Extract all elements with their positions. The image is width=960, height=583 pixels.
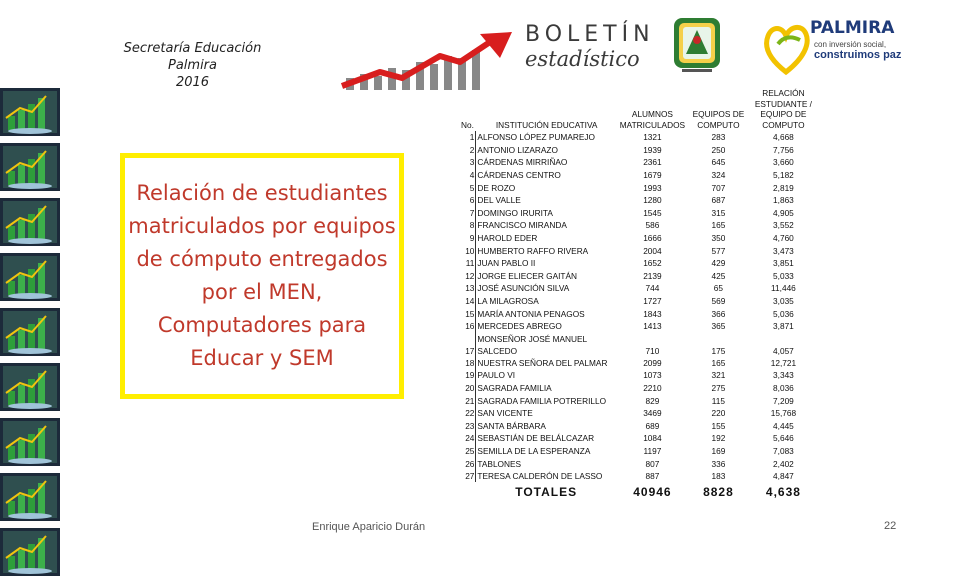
totals-spacer — [459, 482, 476, 502]
row-number: 18 — [465, 357, 475, 368]
equipment-cell: 350 — [711, 233, 726, 244]
row-number: 2 — [469, 144, 475, 155]
bar-chart-thumbnail-icon — [0, 363, 60, 411]
ratio-cell: 4,847 — [773, 471, 794, 482]
equipment-cell: 175 — [711, 345, 726, 356]
equipment-cell: 165 — [711, 220, 726, 231]
ratio-cell: 7,756 — [773, 144, 794, 155]
table-row — [459, 333, 817, 357]
table-row — [459, 320, 817, 333]
bar-chart-thumbnail-icon — [0, 198, 60, 246]
ratio-cell: 5,646 — [773, 433, 794, 444]
students-cell: 2139 — [643, 270, 662, 281]
table-header-row — [459, 88, 817, 131]
table-row — [459, 156, 817, 169]
ratio-cell: 4,445 — [773, 420, 794, 431]
institution-name: DEL VALLE — [476, 194, 618, 207]
header-equipment: EQUIPOS DE COMPUTO — [692, 109, 745, 130]
row-number: 23 — [465, 420, 475, 431]
header-institution: INSTITUCIÓN EDUCATIVA — [495, 119, 598, 130]
header-ratio: RELACIÓN ESTUDIANTE / EQUIPO DE COMPUTO — [754, 88, 812, 130]
table-row — [459, 282, 817, 295]
table-row — [459, 369, 817, 382]
equipment-cell: 315 — [711, 207, 726, 218]
equipment-cell: 155 — [711, 420, 726, 431]
equipment-cell: 324 — [711, 170, 726, 181]
totals-equipment: 8828 — [703, 485, 734, 500]
students-cell: 1843 — [643, 308, 662, 319]
equipment-cell: 336 — [711, 458, 726, 469]
equipment-cell: 365 — [711, 321, 726, 332]
bar-chart-thumbnail-icon — [0, 143, 60, 191]
row-number: 5 — [469, 182, 475, 193]
municipal-seal-icon — [672, 16, 722, 74]
totals-label: TOTALES — [515, 485, 578, 500]
thumbnail-strip — [0, 88, 62, 583]
students-cell: 1084 — [643, 433, 662, 444]
row-number: 12 — [465, 270, 475, 281]
row-number: 7 — [469, 207, 475, 218]
ratio-cell: 15,768 — [770, 408, 797, 419]
students-cell: 1652 — [643, 258, 662, 269]
bar-chart-thumbnail-icon — [0, 253, 60, 301]
ratio-cell: 1,863 — [773, 195, 794, 206]
students-cell: 2099 — [643, 357, 662, 368]
row-number: 17 — [465, 345, 475, 356]
equipment-cell: 275 — [711, 382, 726, 393]
institution-name: JOSÉ ASUNCIÓN SILVA — [476, 282, 618, 295]
students-cell: 1939 — [643, 144, 662, 155]
institution-name: NUESTRA SEÑORA DEL PALMAR — [476, 357, 618, 370]
row-number: 8 — [469, 220, 475, 231]
header-line-2: Palmira — [167, 58, 217, 73]
institution-name: DE ROZO — [476, 181, 618, 194]
boletin-word: BOLETÍN — [525, 22, 655, 47]
institution-name: FRANCISCO MIRANDA — [476, 219, 618, 232]
institution-name: SAGRADA FAMILIA POTRERILLO — [476, 394, 618, 407]
students-cell: 710 — [645, 345, 660, 356]
header-no: No. — [461, 119, 474, 130]
callout-text: Relación de estudiantes matriculados por equipos de cómputo entregados por el MEN, Computadores para Educar y SEM — [128, 181, 396, 370]
ratio-cell: 12,721 — [770, 357, 797, 368]
row-number: 9 — [469, 233, 475, 244]
institution-name: MARÍA ANTONIA PENAGOS — [476, 307, 618, 320]
ratio-cell: 3,871 — [773, 321, 794, 332]
equipment-cell: 366 — [711, 308, 726, 319]
ratio-cell: 8,036 — [773, 382, 794, 393]
equipment-cell: 569 — [711, 296, 726, 307]
bar-chart-thumbnail-icon — [0, 473, 60, 521]
institution-name: JORGE ELIECER GAITÁN — [476, 270, 618, 283]
table-row — [459, 357, 817, 370]
students-cell: 1727 — [643, 296, 662, 307]
ratio-cell: 5,033 — [773, 270, 794, 281]
row-number: 6 — [469, 195, 475, 206]
institution-name: SAGRADA FAMILIA — [476, 382, 618, 395]
students-cell: 1993 — [643, 182, 662, 193]
students-cell: 807 — [645, 458, 660, 469]
boletin-logo — [525, 22, 655, 71]
institution-name: PAULO VI — [476, 369, 618, 382]
table-row — [459, 407, 817, 420]
equipment-cell: 192 — [711, 433, 726, 444]
equipment-cell: 183 — [711, 471, 726, 482]
equipment-cell: 707 — [711, 182, 726, 193]
row-number: 11 — [465, 258, 475, 269]
ratio-cell: 7,083 — [773, 445, 794, 456]
totals-students: 40946 — [633, 485, 672, 500]
ratio-cell: 4,057 — [773, 345, 794, 356]
ratio-cell: 2,819 — [773, 182, 794, 193]
institution-name: CÁRDENAS MIRRIÑAO — [476, 156, 618, 169]
institution-name: MONSEÑOR JOSÉ MANUEL SALCEDO — [476, 333, 618, 357]
institution-name: JUAN PABLO II — [476, 257, 618, 270]
table-row — [459, 194, 817, 207]
students-cell: 1280 — [643, 195, 662, 206]
students-cell: 1545 — [643, 207, 662, 218]
ratio-cell: 5,036 — [773, 308, 794, 319]
ratio-cell: 4,668 — [773, 132, 794, 143]
row-number: 20 — [465, 382, 475, 393]
row-number: 22 — [465, 408, 475, 419]
palmira-logo — [762, 18, 902, 78]
row-number: 27 — [465, 471, 475, 482]
table-row — [459, 419, 817, 432]
equipment-cell: 429 — [711, 258, 726, 269]
row-number: 4 — [469, 170, 475, 181]
institution-name: LA MILAGROSA — [476, 295, 618, 308]
totals-row — [459, 482, 817, 502]
institution-name: DOMINGO IRURITA — [476, 207, 618, 220]
ratio-cell: 3,035 — [773, 296, 794, 307]
table-row — [459, 470, 817, 483]
ratio-cell: 3,343 — [773, 370, 794, 381]
row-number: 14 — [465, 296, 475, 307]
header-text — [110, 40, 275, 91]
row-number: 1 — [469, 132, 475, 143]
students-cell: 1666 — [643, 233, 662, 244]
ratio-cell: 7,209 — [773, 395, 794, 406]
bar-chart-thumbnail-icon — [0, 308, 60, 356]
students-cell: 1073 — [643, 370, 662, 381]
equipment-cell: 321 — [711, 370, 726, 381]
palmira-name: PALMIRA — [810, 18, 895, 38]
ratio-cell: 5,182 — [773, 170, 794, 181]
table-row — [459, 219, 817, 232]
ratio-cell: 4,760 — [773, 233, 794, 244]
institution-name: HAROLD EDER — [476, 232, 618, 245]
palmira-tagline-2: construimos paz — [814, 49, 902, 61]
institution-name: HUMBERTO RAFFO RIVERA — [476, 244, 618, 257]
students-cell: 744 — [645, 283, 660, 294]
table-row — [459, 257, 817, 270]
author-name: Enrique Aparicio Durán — [312, 521, 426, 533]
row-number: 3 — [469, 157, 475, 168]
table-row — [459, 382, 817, 395]
equipment-cell: 115 — [711, 395, 726, 406]
students-cell: 3469 — [643, 408, 662, 419]
equipment-cell: 577 — [711, 245, 726, 256]
institution-name: ANTONIO LIZARAZO — [476, 144, 618, 157]
header-line-3: 2016 — [175, 75, 210, 90]
title-callout-box — [120, 153, 404, 399]
table-row — [459, 270, 817, 283]
students-cell: 1679 — [643, 170, 662, 181]
students-cell: 829 — [645, 395, 660, 406]
estadistico-word: estadístico — [525, 47, 640, 71]
page-number: 22 — [884, 520, 897, 532]
row-number: 13 — [465, 283, 475, 294]
institution-name: SAN VICENTE — [476, 407, 618, 420]
students-cell: 2361 — [643, 157, 662, 168]
header-students: ALUMNOS MATRICULADOS — [619, 109, 686, 130]
equipment-cell: 220 — [711, 408, 726, 419]
institution-name: SEBASTIÁN DE BELÁLCAZAR — [476, 432, 618, 445]
institution-name: TABLONES — [476, 457, 618, 470]
palmira-heart-icon — [762, 18, 810, 76]
ratio-cell: 3,552 — [773, 220, 794, 231]
totals-ratio: 4,638 — [765, 485, 801, 500]
growth-arrow-icon — [340, 28, 520, 92]
table-row — [459, 232, 817, 245]
header-line-1: Secretaría Educación — [123, 41, 262, 56]
students-cell: 887 — [645, 471, 660, 482]
ratio-cell: 3,851 — [773, 258, 794, 269]
table-row — [459, 295, 817, 308]
institutions-table — [459, 88, 817, 502]
ratio-cell: 3,660 — [773, 157, 794, 168]
table-row — [459, 207, 817, 220]
equipment-cell: 65 — [713, 283, 724, 294]
students-cell: 586 — [645, 220, 660, 231]
row-number: 25 — [465, 445, 475, 456]
institution-name: TERESA CALDERÓN DE LASSO — [476, 470, 618, 483]
row-number: 19 — [465, 370, 475, 381]
equipment-cell: 687 — [711, 195, 726, 206]
students-cell: 2004 — [643, 245, 662, 256]
table-row — [459, 445, 817, 458]
row-number: 15 — [465, 308, 475, 319]
equipment-cell: 645 — [711, 157, 726, 168]
palmira-tagline-1: con inversión social, — [814, 40, 887, 49]
equipment-cell: 165 — [711, 357, 726, 368]
equipment-cell: 425 — [711, 270, 726, 281]
table-row — [459, 244, 817, 257]
row-number: 26 — [465, 458, 475, 469]
table-row — [459, 181, 817, 194]
table-row — [459, 432, 817, 445]
bar-chart-thumbnail-icon — [0, 528, 60, 576]
ratio-cell: 2,402 — [773, 458, 794, 469]
institution-name: MERCEDES ABREGO — [476, 320, 618, 333]
row-number: 10 — [465, 245, 475, 256]
ratio-cell: 3,473 — [773, 245, 794, 256]
institution-name: ALFONSO LÓPEZ PUMAREJO — [476, 131, 618, 144]
row-number: 24 — [465, 433, 475, 444]
table-row — [459, 144, 817, 157]
institution-name: CÁRDENAS CENTRO — [476, 169, 618, 182]
table-row — [459, 169, 817, 182]
bar-chart-thumbnail-icon — [0, 88, 60, 136]
equipment-cell: 250 — [711, 144, 726, 155]
row-number: 21 — [465, 395, 475, 406]
table-row — [459, 131, 817, 144]
row-number: 16 — [465, 321, 475, 332]
table-row — [459, 457, 817, 470]
institution-name: SANTA BÁRBARA — [476, 419, 618, 432]
students-cell: 1413 — [643, 321, 662, 332]
students-cell: 2210 — [643, 382, 662, 393]
table-row — [459, 307, 817, 320]
students-cell: 689 — [645, 420, 660, 431]
bar-chart-thumbnail-icon — [0, 418, 60, 466]
ratio-cell: 11,446 — [771, 283, 796, 294]
ratio-cell: 4,905 — [773, 207, 794, 218]
students-cell: 1321 — [643, 132, 662, 143]
table-row — [459, 394, 817, 407]
equipment-cell: 169 — [711, 445, 726, 456]
equipment-cell: 283 — [711, 132, 726, 143]
students-cell: 1197 — [643, 445, 662, 456]
institution-name: SEMILLA DE LA ESPERANZA — [476, 445, 618, 458]
